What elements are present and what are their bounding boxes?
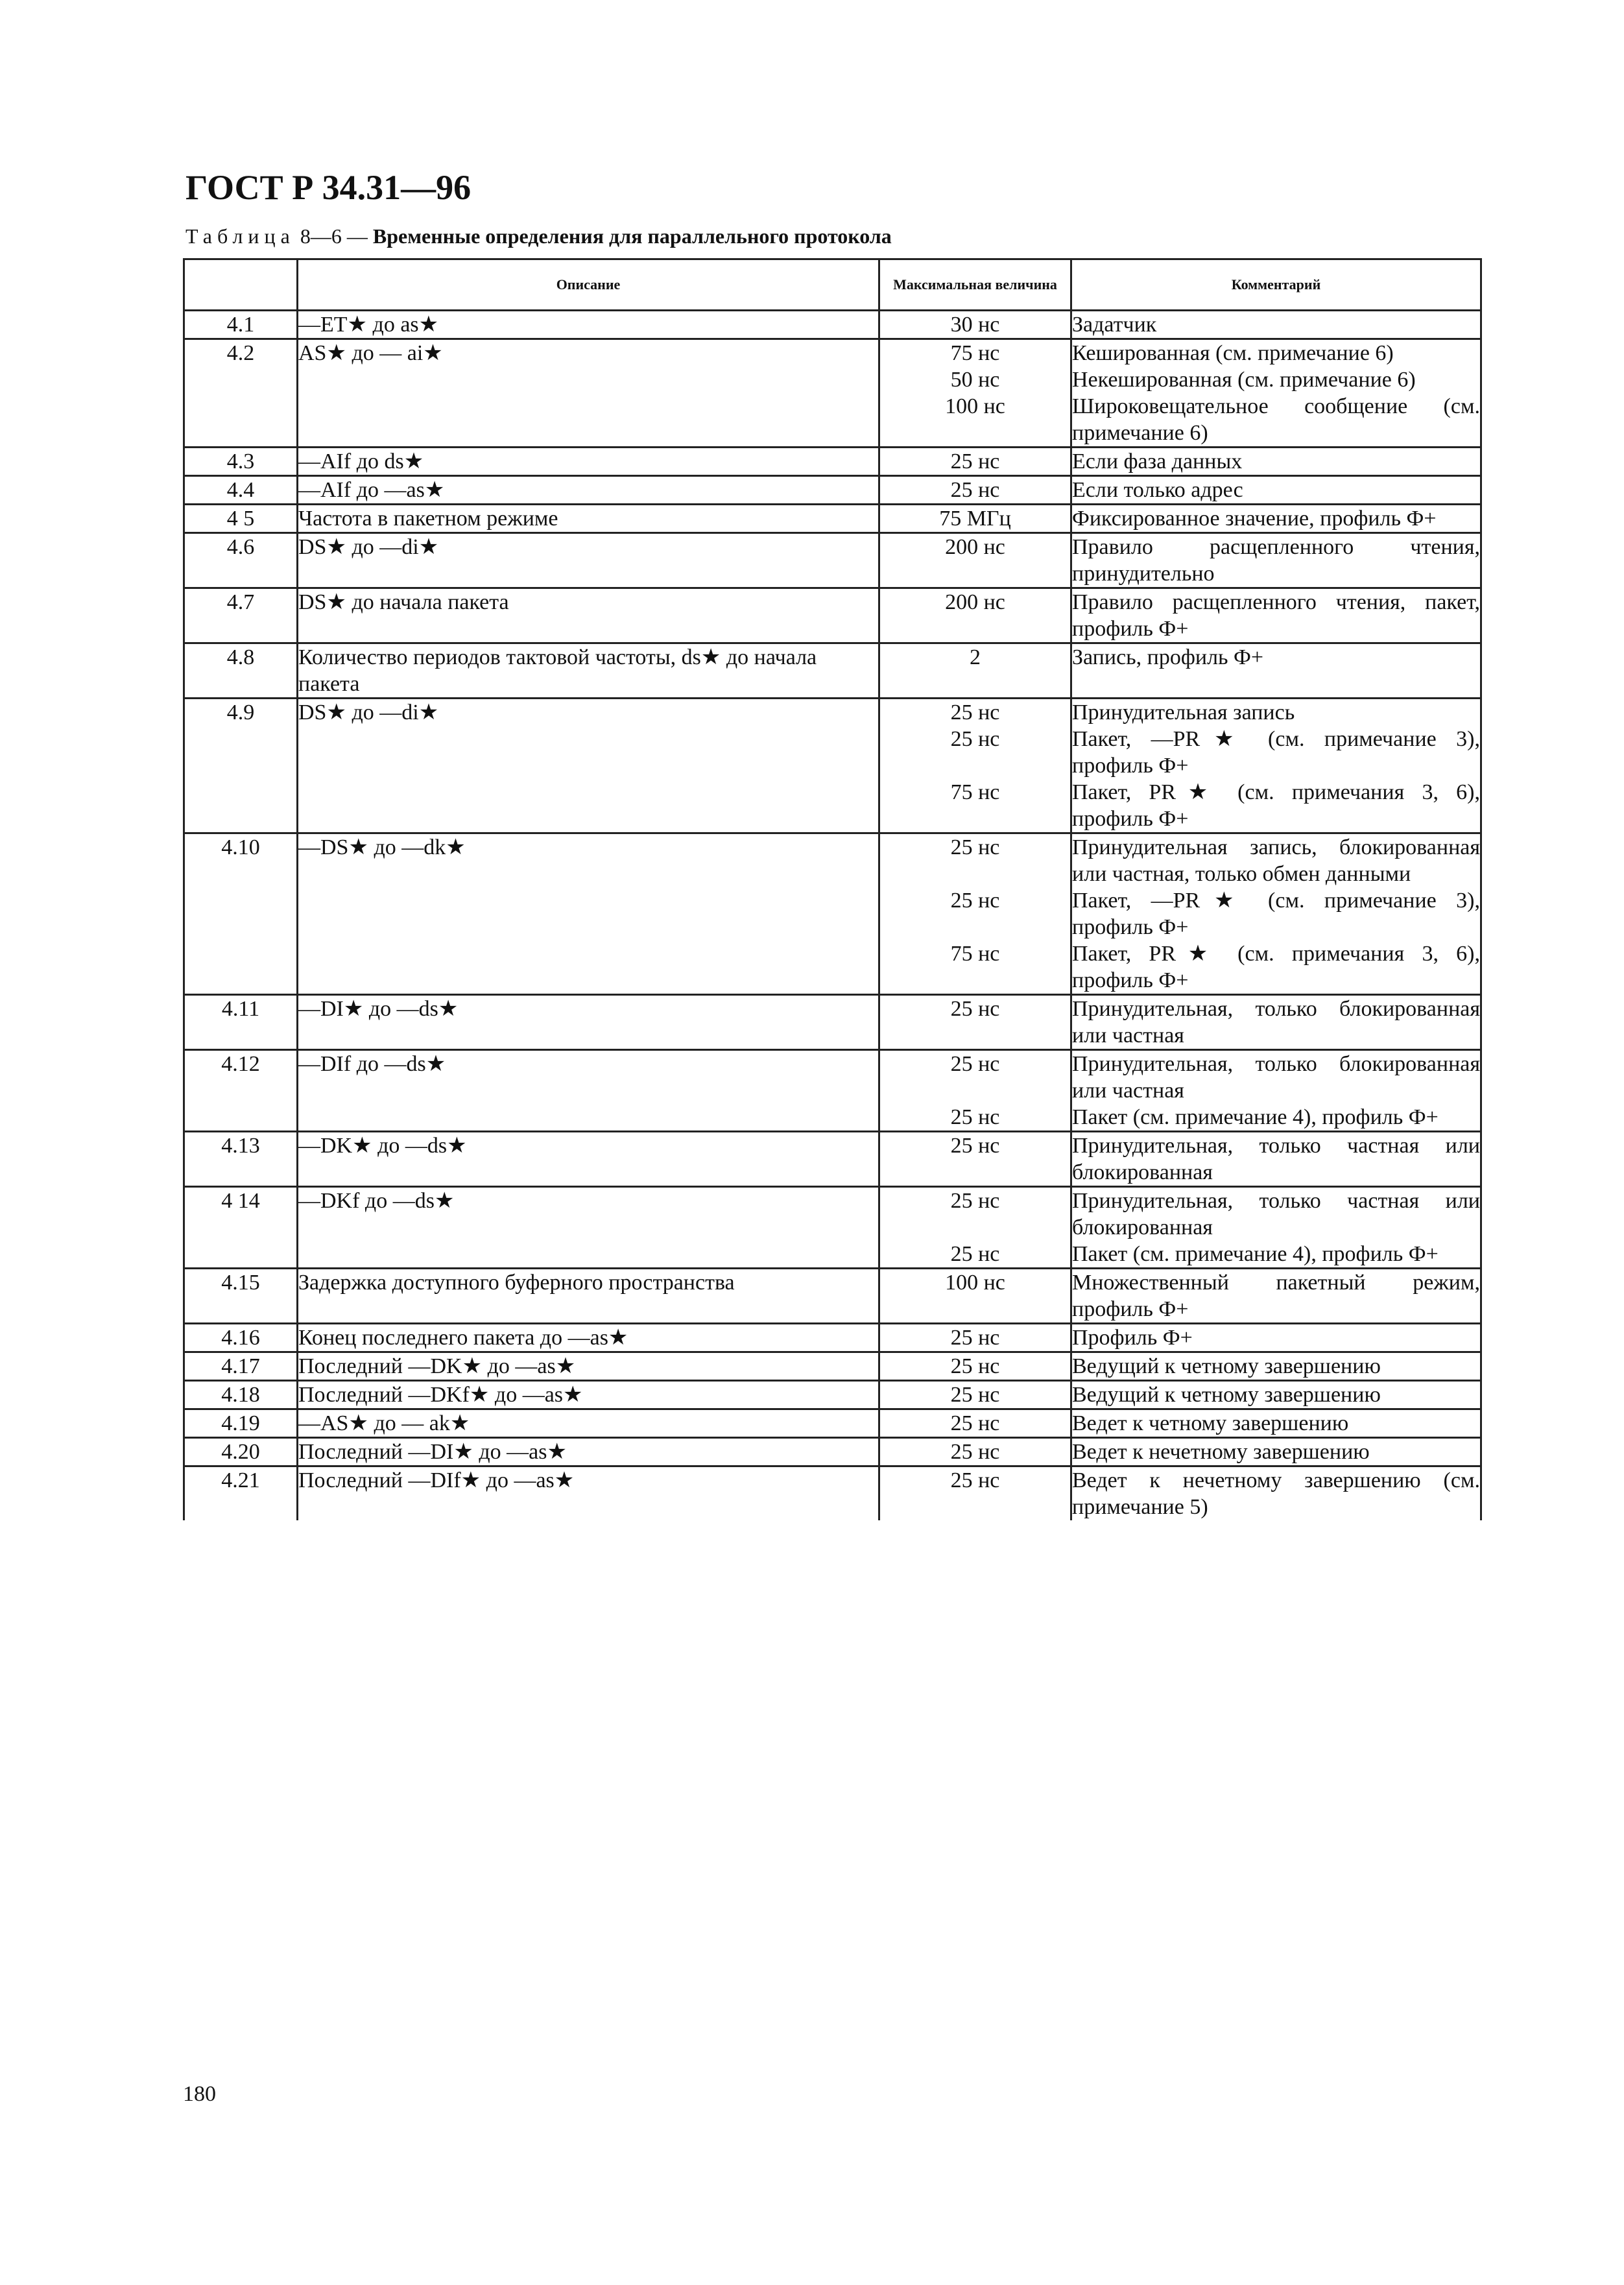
- table-row: [184, 1187, 1481, 1269]
- comment-cell-line: Пакет, PR★ (см. примечания 3, 6), профиль Ф+: [1072, 780, 1480, 831]
- description-cell: [298, 1132, 879, 1187]
- description-cell-line: AS★ до — ai★: [298, 341, 443, 365]
- max-value-cell-line: 100 нс: [945, 394, 1005, 418]
- row-number: 4.2: [184, 339, 298, 448]
- description-cell: [298, 995, 879, 1050]
- row-number: 4.4: [184, 476, 298, 505]
- max-value-cell: [879, 1352, 1071, 1381]
- max-value-cell: [879, 1187, 1071, 1269]
- max-value-cell: [879, 995, 1071, 1050]
- comment-cell: [1071, 448, 1481, 476]
- table-row: [184, 448, 1481, 476]
- description-cell-line: DS★ до —di★: [298, 535, 439, 559]
- max-value-cell-line: 25 нс: [950, 1134, 1000, 1158]
- row-number: 4.21: [184, 1466, 298, 1521]
- max-value-cell-line: 75 нс: [950, 780, 1000, 804]
- description-cell: [298, 311, 879, 339]
- comment-cell-line: Широковещательное сообщение (см. примечание 6): [1072, 394, 1480, 445]
- table-row: [184, 995, 1481, 1050]
- description-cell-line: Конец последнего пакета до —as★: [298, 1326, 628, 1350]
- description-cell: [298, 339, 879, 448]
- description-cell: [298, 643, 879, 699]
- table-row: [184, 339, 1481, 448]
- table-row: [184, 533, 1481, 588]
- comment-cell: [1071, 1050, 1481, 1132]
- table-caption: [185, 224, 892, 248]
- max-value-cell-line: [880, 861, 1070, 887]
- max-value-cell-line: 200 нс: [945, 590, 1005, 614]
- comment-cell-line: Ведет к четному завершению: [1072, 1411, 1349, 1435]
- comment-cell-line: Пакет (см. примечание 4), профиль Ф+: [1072, 1105, 1439, 1129]
- row-number: 4.16: [184, 1324, 298, 1352]
- description-cell: [298, 1352, 879, 1381]
- description-cell-line: —AIf до ds★: [298, 449, 424, 473]
- table-caption-label: Таблица: [185, 224, 295, 248]
- max-value-cell-line: [880, 1077, 1070, 1104]
- max-value-cell-line: 25 нс: [950, 1105, 1000, 1129]
- description-cell: [298, 833, 879, 995]
- table-caption-title: Временные определения для параллельного протокола: [372, 224, 892, 248]
- max-value-cell-line: 25 нс: [950, 1242, 1000, 1266]
- table-caption-number: 8—6 —: [300, 224, 368, 248]
- description-cell: [298, 1409, 879, 1438]
- header-comment: Комментарий: [1071, 259, 1481, 311]
- comment-cell: [1071, 1409, 1481, 1438]
- row-number: 4.10: [184, 833, 298, 995]
- max-value-cell: [879, 339, 1071, 448]
- row-number: 4.3: [184, 448, 298, 476]
- comment-cell-line: Принудительная запись: [1072, 700, 1295, 724]
- description-cell-line: Количество периодов тактовой частоты, ds★ до начала пакета: [298, 645, 817, 696]
- description-cell: [298, 1438, 879, 1466]
- description-cell-line: DS★ до —di★: [298, 700, 439, 724]
- comment-cell: [1071, 1132, 1481, 1187]
- max-value-cell: [879, 1409, 1071, 1438]
- max-value-cell: [879, 448, 1071, 476]
- description-cell-line: Последний —DIf★ до —as★: [298, 1468, 575, 1492]
- description-cell: [298, 588, 879, 643]
- comment-cell: [1071, 1324, 1481, 1352]
- max-value-cell-line: 25 нс: [950, 1189, 1000, 1213]
- description-cell-line: Задержка доступного буферного пространства: [298, 1271, 735, 1295]
- comment-cell-line: Пакет, PR★ (см. примечания 3, 6), профиль Ф+: [1072, 942, 1480, 992]
- row-number: 4.15: [184, 1269, 298, 1324]
- max-value-cell-line: 75 нс: [950, 942, 1000, 966]
- max-value-cell: [879, 699, 1071, 833]
- table-row: [184, 1352, 1481, 1381]
- max-value-cell-line: 25 нс: [950, 1354, 1000, 1378]
- comment-cell: [1071, 699, 1481, 833]
- document-code: ГОСТ Р 34.31—96: [185, 168, 472, 207]
- row-number: 4.9: [184, 699, 298, 833]
- table-row: [184, 1050, 1481, 1132]
- max-value-cell: [879, 643, 1071, 699]
- row-number: 4.6: [184, 533, 298, 588]
- comment-cell-line: Кешированная (см. примечание 6): [1072, 341, 1394, 365]
- description-cell-line: —DI★ до —ds★: [298, 997, 459, 1021]
- comment-cell-line: Множественный пакетный режим, профиль Ф+: [1072, 1271, 1480, 1321]
- max-value-cell: [879, 1466, 1071, 1521]
- max-value-cell: [879, 476, 1071, 505]
- max-value-cell-line: 25 нс: [950, 449, 1000, 473]
- comment-cell-line: Правило расщепленного чтения, пакет, профиль Ф+: [1072, 590, 1480, 641]
- table-row: [184, 588, 1481, 643]
- comment-cell: [1071, 833, 1481, 995]
- table-row: [184, 311, 1481, 339]
- max-value-cell: [879, 1050, 1071, 1132]
- comment-cell: [1071, 311, 1481, 339]
- max-value-cell: [879, 1324, 1071, 1352]
- table-row: [184, 1438, 1481, 1466]
- row-number: 4.18: [184, 1381, 298, 1409]
- table-row: [184, 476, 1481, 505]
- description-cell: [298, 476, 879, 505]
- description-cell: [298, 699, 879, 833]
- max-value-cell-line: 50 нс: [950, 368, 1000, 392]
- row-number: 4 5: [184, 505, 298, 533]
- description-cell: [298, 1187, 879, 1269]
- table-row: [184, 1269, 1481, 1324]
- description-cell-line: —DS★ до —dk★: [298, 835, 466, 859]
- max-value-cell-line: 25 нс: [950, 1468, 1000, 1492]
- comment-cell-line: Ведет к нечетному завершению: [1072, 1440, 1370, 1464]
- max-value-cell: [879, 533, 1071, 588]
- description-cell-line: Последний —DI★ до —as★: [298, 1440, 567, 1464]
- max-value-cell: [879, 505, 1071, 533]
- description-cell-line: —ET★ до as★: [298, 313, 439, 337]
- comment-cell: [1071, 1381, 1481, 1409]
- header-num: [184, 259, 298, 311]
- description-cell-line: Частота в пакетном режиме: [298, 507, 558, 531]
- row-number: 4.19: [184, 1409, 298, 1438]
- comment-cell-line: Пакет, —PR★ (см. примечание 3), профиль Ф+: [1072, 889, 1480, 939]
- comment-cell-line: Принудительная, только блокированная или частная: [1072, 1052, 1480, 1103]
- table-body: [184, 311, 1481, 1521]
- comment-cell-line: Фиксированное значение, профиль Ф+: [1072, 507, 1437, 531]
- description-cell-line: —DKf до —ds★: [298, 1189, 455, 1213]
- comment-cell-line: Ведущий к четному завершению: [1072, 1354, 1381, 1378]
- row-number: 4.1: [184, 311, 298, 339]
- max-value-cell: [879, 1438, 1071, 1466]
- comment-cell-line: Правило расщепленного чтения, принудительно: [1072, 535, 1480, 586]
- comment-cell: [1071, 505, 1481, 533]
- comment-cell: [1071, 339, 1481, 448]
- comment-cell: [1071, 1466, 1481, 1521]
- max-value-cell-line: [880, 1214, 1070, 1241]
- table-row: [184, 1132, 1481, 1187]
- max-value-cell-line: 25 нс: [950, 700, 1000, 724]
- max-value-cell-line: 25 нс: [950, 997, 1000, 1021]
- description-cell-line: —DK★ до —ds★: [298, 1134, 467, 1158]
- table-row: [184, 643, 1481, 699]
- comment-cell-line: Если только адрес: [1072, 478, 1243, 502]
- row-number: 4.20: [184, 1438, 298, 1466]
- max-value-cell: [879, 833, 1071, 995]
- max-value-cell-line: 30 нс: [950, 313, 1000, 337]
- comment-cell: [1071, 1438, 1481, 1466]
- header-description: Описание: [298, 259, 879, 311]
- table-row: [184, 1324, 1481, 1352]
- max-value-cell-line: 200 нс: [945, 535, 1005, 559]
- table-row: [184, 1409, 1481, 1438]
- row-number: 4.11: [184, 995, 298, 1050]
- description-cell-line: —AS★ до — ak★: [298, 1411, 470, 1435]
- row-number: 4.7: [184, 588, 298, 643]
- max-value-cell-line: 25 нс: [950, 1052, 1000, 1076]
- max-value-cell: [879, 1269, 1071, 1324]
- description-cell-line: Последний —DKf★ до —as★: [298, 1383, 583, 1407]
- description-cell: [298, 533, 879, 588]
- row-number: 4.13: [184, 1132, 298, 1187]
- description-cell: [298, 505, 879, 533]
- page-number: 180: [183, 2082, 216, 2106]
- comment-cell-line: Принудительная, только частная или блокированная: [1072, 1189, 1480, 1239]
- comment-cell-line: Пакет, —PR★ (см. примечание 3), профиль Ф+: [1072, 727, 1480, 778]
- comment-cell-line: Ведущий к четному завершению: [1072, 1383, 1381, 1407]
- comment-cell-line: Ведет к нечетному завершению (см. примечание 5): [1072, 1468, 1480, 1519]
- table-row: [184, 1381, 1481, 1409]
- max-value-cell-line: 25 нс: [950, 1411, 1000, 1435]
- description-cell: [298, 1381, 879, 1409]
- description-cell: [298, 1050, 879, 1132]
- description-cell: [298, 448, 879, 476]
- table-header-row: [184, 259, 1481, 311]
- row-number: 4.17: [184, 1352, 298, 1381]
- comment-cell: [1071, 1269, 1481, 1324]
- row-number: 4.12: [184, 1050, 298, 1132]
- comment-cell: [1071, 588, 1481, 643]
- table-row: [184, 699, 1481, 833]
- description-cell-line: —DIf до —ds★: [298, 1052, 446, 1076]
- max-value-cell-line: 75 нс: [950, 341, 1000, 365]
- max-value-cell: [879, 1381, 1071, 1409]
- table-row: [184, 1466, 1481, 1521]
- max-value-cell-line: 25 нс: [950, 835, 1000, 859]
- max-value-cell: [879, 311, 1071, 339]
- max-value-cell-line: [880, 752, 1070, 779]
- max-value-cell-line: 25 нс: [950, 889, 1000, 913]
- max-value-cell-line: 25 нс: [950, 1440, 1000, 1464]
- description-cell-line: DS★ до начала пакета: [298, 590, 509, 614]
- max-value-cell: [879, 588, 1071, 643]
- max-value-cell-line: 2: [970, 645, 981, 669]
- description-cell: [298, 1324, 879, 1352]
- comment-cell: [1071, 1352, 1481, 1381]
- comment-cell-line: Профиль Ф+: [1072, 1326, 1193, 1350]
- max-value-cell-line: 25 нс: [950, 478, 1000, 502]
- max-value-cell-line: 25 нс: [950, 727, 1000, 751]
- comment-cell: [1071, 476, 1481, 505]
- comment-cell-line: Запись, профиль Ф+: [1072, 645, 1264, 669]
- max-value-cell-line: 100 нс: [945, 1271, 1005, 1295]
- description-cell: [298, 1466, 879, 1521]
- description-cell-line: —AIf до —as★: [298, 478, 445, 502]
- comment-cell-line: Некешированная (см. примечание 6): [1072, 368, 1416, 392]
- max-value-cell: [879, 1132, 1071, 1187]
- max-value-cell-line: 25 нс: [950, 1383, 1000, 1407]
- comment-cell-line: Принудительная, только блокированная или частная: [1072, 997, 1480, 1047]
- comment-cell-line: Пакет (см. примечание 4), профиль Ф+: [1072, 1242, 1439, 1266]
- comment-cell-line: Если фаза данных: [1072, 449, 1243, 473]
- row-number: 4.8: [184, 643, 298, 699]
- max-value-cell-line: 75 МГц: [939, 507, 1011, 531]
- comment-cell: [1071, 995, 1481, 1050]
- comment-cell: [1071, 533, 1481, 588]
- comment-cell-line: Принудительная запись, блокированная или частная, только обмен данными: [1072, 835, 1480, 886]
- comment-cell-line: Задатчик: [1072, 313, 1157, 337]
- row-number: 4 14: [184, 1187, 298, 1269]
- max-value-cell-line: [880, 914, 1070, 940]
- comment-cell: [1071, 643, 1481, 699]
- max-value-cell-line: 25 нс: [950, 1326, 1000, 1350]
- table-row: [184, 505, 1481, 533]
- description-cell: [298, 1269, 879, 1324]
- comment-cell: [1071, 1187, 1481, 1269]
- timing-table: [183, 258, 1482, 1520]
- comment-cell-line: Принудительная, только частная или блокированная: [1072, 1134, 1480, 1184]
- header-max-value: Максимальная величина: [879, 259, 1071, 311]
- description-cell-line: Последний —DK★ до —as★: [298, 1354, 576, 1378]
- table-row: [184, 833, 1481, 995]
